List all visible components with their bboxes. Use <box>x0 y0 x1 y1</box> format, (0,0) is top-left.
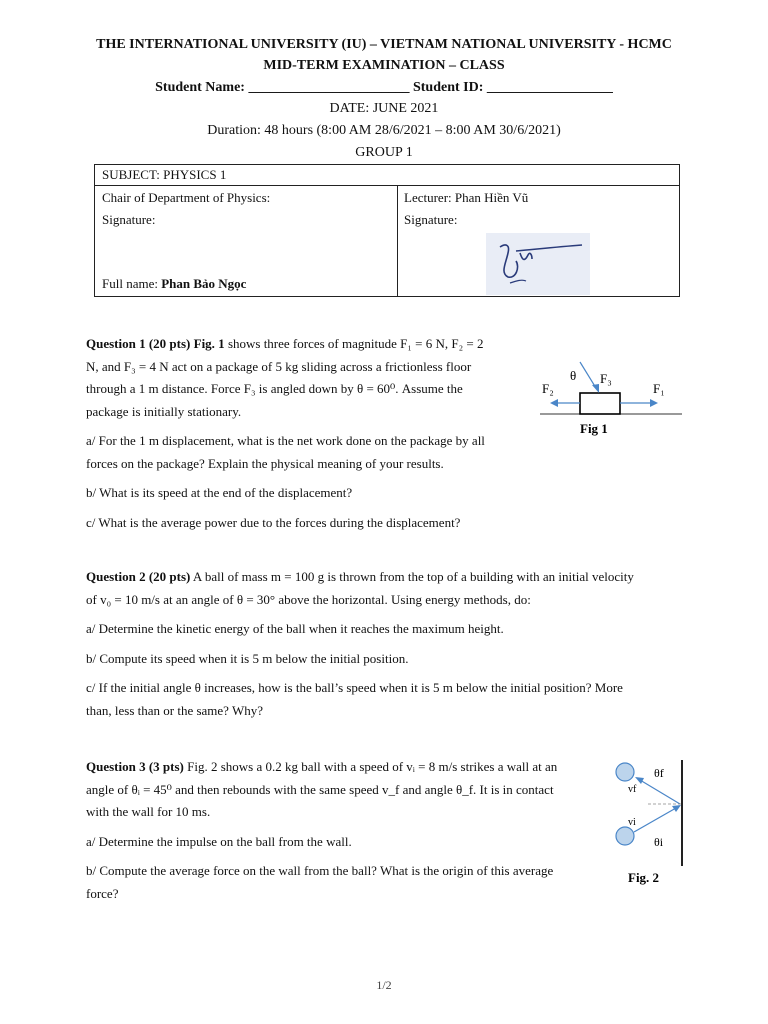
lecturer-signature-image <box>486 233 590 295</box>
q3-part-b-line2: force? <box>86 885 119 901</box>
q3-title: Question 3 (3 pts) <box>86 759 184 774</box>
subject-row <box>95 165 679 186</box>
q2-part-a: a/ Determine the kinetic energy of the ball when it reaches the maximum height. <box>86 621 504 636</box>
ball-incident <box>616 827 634 845</box>
subject-info-table <box>94 164 680 297</box>
q2-part-c-line1: c/ If the initial angle θ increases, how is the ball’s speed when it is 5 m below the initial position? More <box>86 680 623 695</box>
exam-title: MID-TERM EXAMINATION – CLASS <box>263 58 505 73</box>
q2-line1: A ball of mass m = 100 g is thrown from the top of a building with an initial velocity <box>190 569 634 584</box>
chair-label: Chair of Department of Physics: <box>102 190 271 205</box>
full-name-label: Full name: <box>102 276 162 291</box>
fig2-v-i: vi <box>628 817 636 828</box>
lecturer-label: Lecturer: Phan Hiền Vũ <box>404 190 529 205</box>
page-number: 1/2 <box>376 978 392 992</box>
lecturer-signature-label: Signature: <box>404 212 458 227</box>
ball-rebound <box>616 763 634 781</box>
fig2-v-f: vf <box>628 784 637 795</box>
q3-line3: with the wall for 10 ms. <box>86 804 211 819</box>
student-info-line: Student Name: _______________________ Student ID: __________________ <box>155 80 613 95</box>
fig1-f1: F₁ <box>653 381 665 396</box>
subject-label: SUBJECT: PHYSICS 1 <box>102 167 227 182</box>
figure-2 <box>608 756 694 890</box>
full-name-line <box>102 276 246 292</box>
fig2-theta-i: θi <box>654 835 664 849</box>
q3-part-b-line1: b/ Compute the average force on the wall from the ball? What is the origin of this average <box>86 863 554 878</box>
exam-date: DATE: JUNE 2021 <box>329 101 439 116</box>
fig1-f2: F₂ <box>542 381 554 396</box>
question-2 <box>86 566 696 722</box>
q1-line4: package is initially stationary. <box>86 403 242 419</box>
q1-line2: N, and F₃ = 4 N act on a package of 5 kg sliding across a frictionless floor <box>86 358 472 374</box>
q3-line2: angle of θᵢ = 45⁰ and then rebounds with the same speed v_f and angle θ_f. It is in contact <box>86 781 554 797</box>
q1-part-c: c/ What is the average power due to the forces during the displacement? <box>86 514 461 530</box>
question-1 <box>86 333 526 534</box>
package-box <box>580 393 620 414</box>
full-name-value: Phan Bảo Ngọc <box>161 276 247 291</box>
chair-signature-label: Signature: <box>102 212 156 227</box>
q2-title: Question 2 (20 pts) <box>86 569 191 584</box>
fig1-theta: θ <box>570 368 577 383</box>
exam-group: GROUP 1 <box>355 145 413 160</box>
exam-duration: Duration: 48 hours (8:00 AM 28/6/2021 – 8:00 AM 30/6/2021) <box>207 123 561 138</box>
fig2-caption: Fig. 2 <box>628 870 660 885</box>
fig2-theta-f: θf <box>654 766 664 780</box>
table-divider <box>397 186 398 297</box>
q1-line1: shows three forces of magnitude F₁ = 6 N, F₂ = 2 <box>224 336 484 351</box>
q1-part-a-line1: a/ For the 1 m displacement, what is the net work done on the package by all <box>86 433 485 448</box>
q1-part-b: b/ What is its speed at the end of the displacement? <box>86 485 353 500</box>
q1-line3: through a 1 m distance. Force F₃ is angled down by θ = 60⁰. Assume the <box>86 381 463 396</box>
university-heading: THE INTERNATIONAL UNIVERSITY (IU) – VIETNAM NATIONAL UNIVERSITY - HCMC <box>96 37 672 52</box>
q3-line1: Fig. 2 shows a 0.2 kg ball with a speed of vᵢ = 8 m/s strikes a wall at an <box>183 759 558 774</box>
figure-1 <box>536 358 686 440</box>
q2-part-c-line2: than, less than or the same? Why? <box>86 702 264 718</box>
q2-part-b: b/ Compute its speed when it is 5 m below the initial position. <box>86 650 409 666</box>
fig1-caption: Fig 1 <box>580 421 608 436</box>
fig1-f3: F₃ <box>600 371 612 386</box>
q1-fig-ref: Fig. 1 <box>193 336 225 351</box>
question-3 <box>86 756 606 905</box>
q3-part-a: a/ Determine the impulse on the ball from the wall. <box>86 833 352 849</box>
q1-title: Question 1 (20 pts) <box>86 336 191 351</box>
q1-part-a-line2: forces on the package? Explain the physical meaning of your results. <box>86 455 444 471</box>
q2-line2: of v₀ = 10 m/s at an angle of θ = 30° above the horizontal. Using energy methods, do: <box>86 591 531 607</box>
